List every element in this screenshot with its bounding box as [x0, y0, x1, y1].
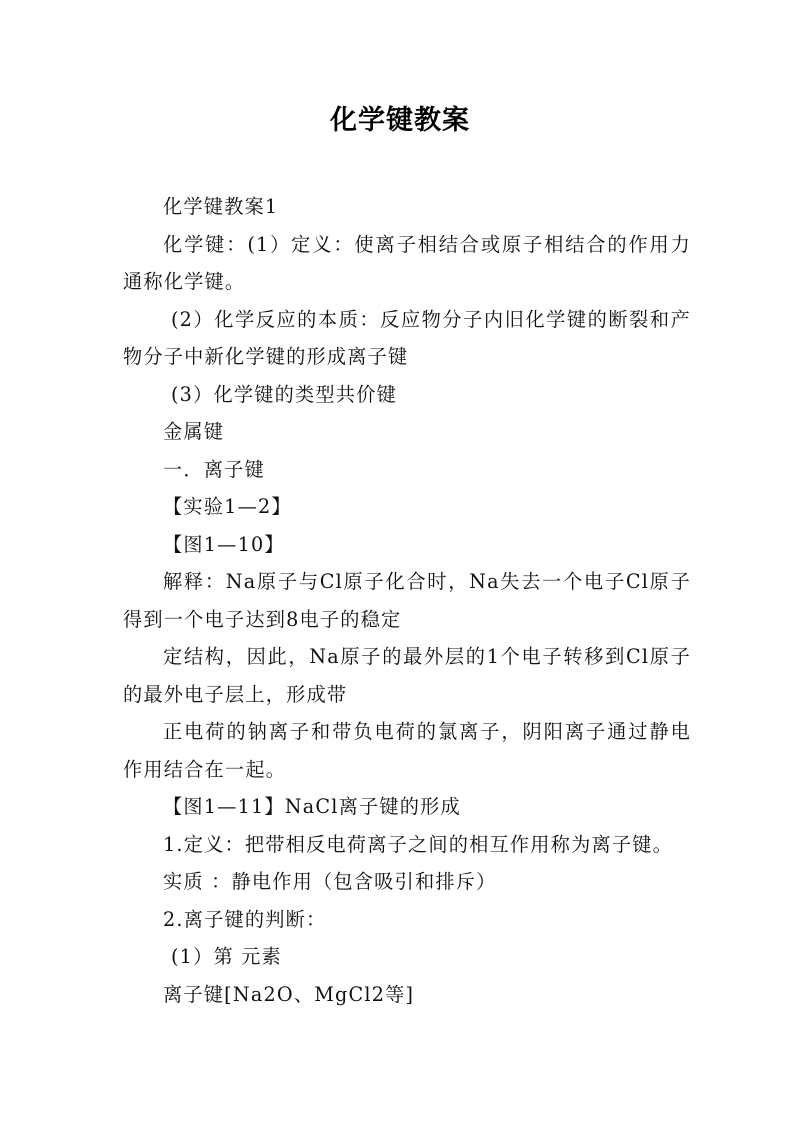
- document-title: 化学键教案: [330, 105, 470, 136]
- paragraph-ionic-bond-heading: 一．离子键: [163, 457, 265, 481]
- paragraph-judgement-heading: 2.离子键的判断：: [163, 907, 327, 931]
- document-body: [123, 188, 691, 1013]
- paragraph-explanation-1: 解释：Na原子与Cl原子化合时，Na失去一个电子Cl原子得到一个电子达到8电子的稳定: [123, 570, 691, 631]
- paragraph-explanation-2: 定结构，因此，Na原子的最外层的1个电子转移到Cl原子的最外电子层上，形成带: [123, 645, 691, 706]
- paragraph-bond-types: (3）化学键的类型共价键: [171, 382, 397, 406]
- paragraph-ionic-examples: 离子键[Na2O、MgCl2等]: [163, 982, 415, 1006]
- paragraph-ionic-definition: 1.定义：把带相反电荷离子之间的相互作用称为离子键。: [163, 832, 674, 856]
- paragraph-figure-ref-10: 【图1—10】: [163, 532, 285, 556]
- paragraph-reaction-essence: (2）化学反应的本质：反应物分子内旧化学键的断裂和产物分子中新化学键的形成离子键: [123, 307, 691, 368]
- paragraph-lesson-heading: 化学键教案1: [163, 195, 279, 218]
- paragraph-figure-ref-11: 【图1—11】NaCl离子键的形成: [163, 795, 461, 818]
- paragraph-metallic-bond: 金属键: [163, 420, 225, 443]
- paragraph-judgement-item-1: (1）第 元素: [171, 945, 282, 968]
- paragraph-essence: 实质 ：静电作用（包含吸引和排斥）: [163, 870, 497, 893]
- paragraph-experiment-ref: 【实验1—2】: [163, 495, 292, 518]
- paragraph-explanation-3: 正电荷的钠离子和带负电荷的氯离子，阴阳离子通过静电作用结合在一起。: [123, 720, 691, 781]
- paragraph-definition: 化学键：(1）定义：使离子相结合或原子相结合的作用力通称化学键。: [123, 232, 691, 293]
